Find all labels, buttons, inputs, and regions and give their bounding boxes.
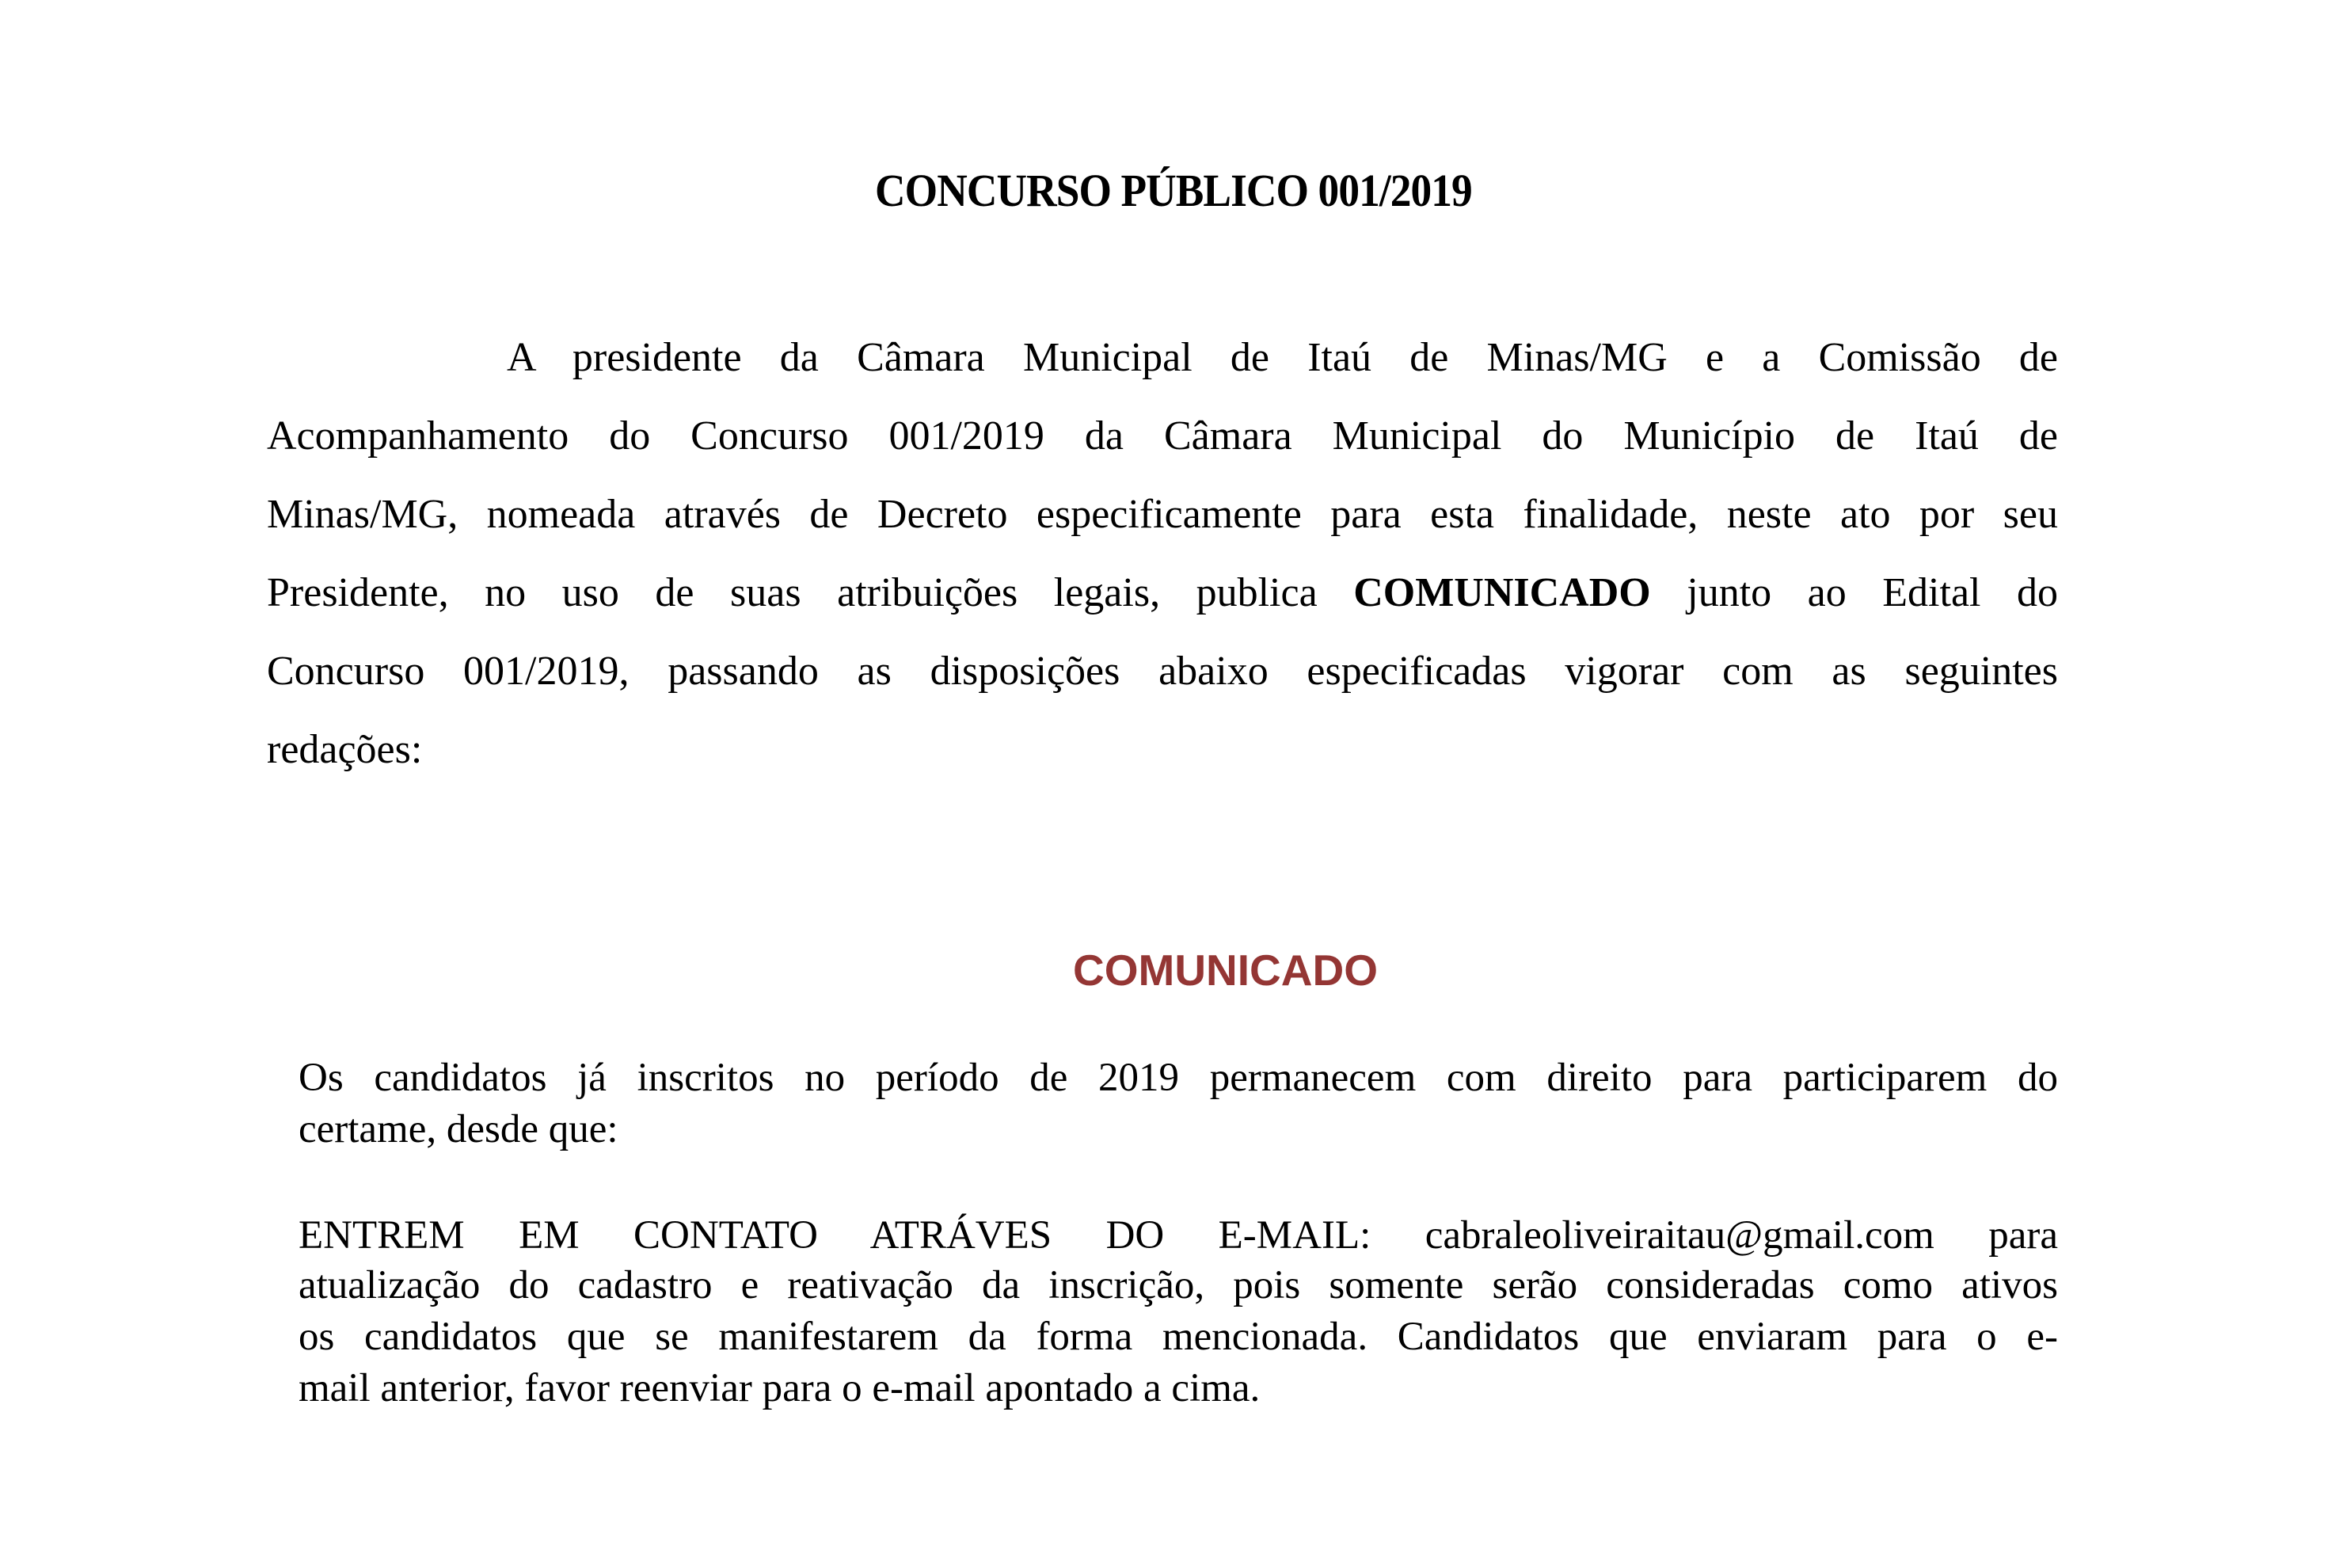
- comunicado-bold-term: COMUNICADO: [1353, 570, 1651, 615]
- notice-p2-line-4: mail anterior, favor reenviar para o e-mail apontado a cima.: [299, 1366, 1261, 1410]
- intro-line-4: [267, 569, 2058, 617]
- notice-p2-line-2: atualização do cadastro e reativação da inscrição, pois somente serão consideradas como ativos: [299, 1263, 2058, 1307]
- intro-line-4-after: junto ao Edital do: [1687, 570, 2058, 615]
- notice-heading: COMUNICADO: [1073, 946, 1378, 995]
- notice-p2-line-1: ENTREM EM CONTATO ATRÁVES DO E-MAIL: cabraleoliveiraitau@gmail.com para: [299, 1213, 2058, 1258]
- notice-p1-line-2: certame, desde que:: [299, 1107, 618, 1151]
- intro-line-5: Concurso 001/2019, passando as disposições abaixo especificadas vigorar com as seguintes: [267, 649, 2058, 694]
- intro-line-3: Minas/MG, nomeada através de Decreto especificamente para esta finalidade, neste ato por seu: [267, 492, 2058, 537]
- intro-line-4-before: Presidente, no uso de suas atribuições legais, publica: [267, 570, 1318, 615]
- intro-line-6: redações:: [267, 727, 423, 772]
- notice-p1-line-1: Os candidatos já inscritos no período de 2019 permanecem com direito para participarem do: [299, 1056, 2058, 1100]
- intro-line-1: A presidente da Câmara Municipal de Itaú de Minas/MG e a Comissão de: [507, 335, 2058, 380]
- notice-p2-line-3: os candidatos que se manifestarem da forma mencionada. Candidatos que enviaram para o e-: [299, 1315, 2058, 1359]
- intro-line-2: Acompanhamento do Concurso 001/2019 da Câmara Municipal do Município de Itaú de: [267, 413, 2058, 459]
- document-title: CONCURSO PÚBLICO 001/2019: [875, 165, 1472, 216]
